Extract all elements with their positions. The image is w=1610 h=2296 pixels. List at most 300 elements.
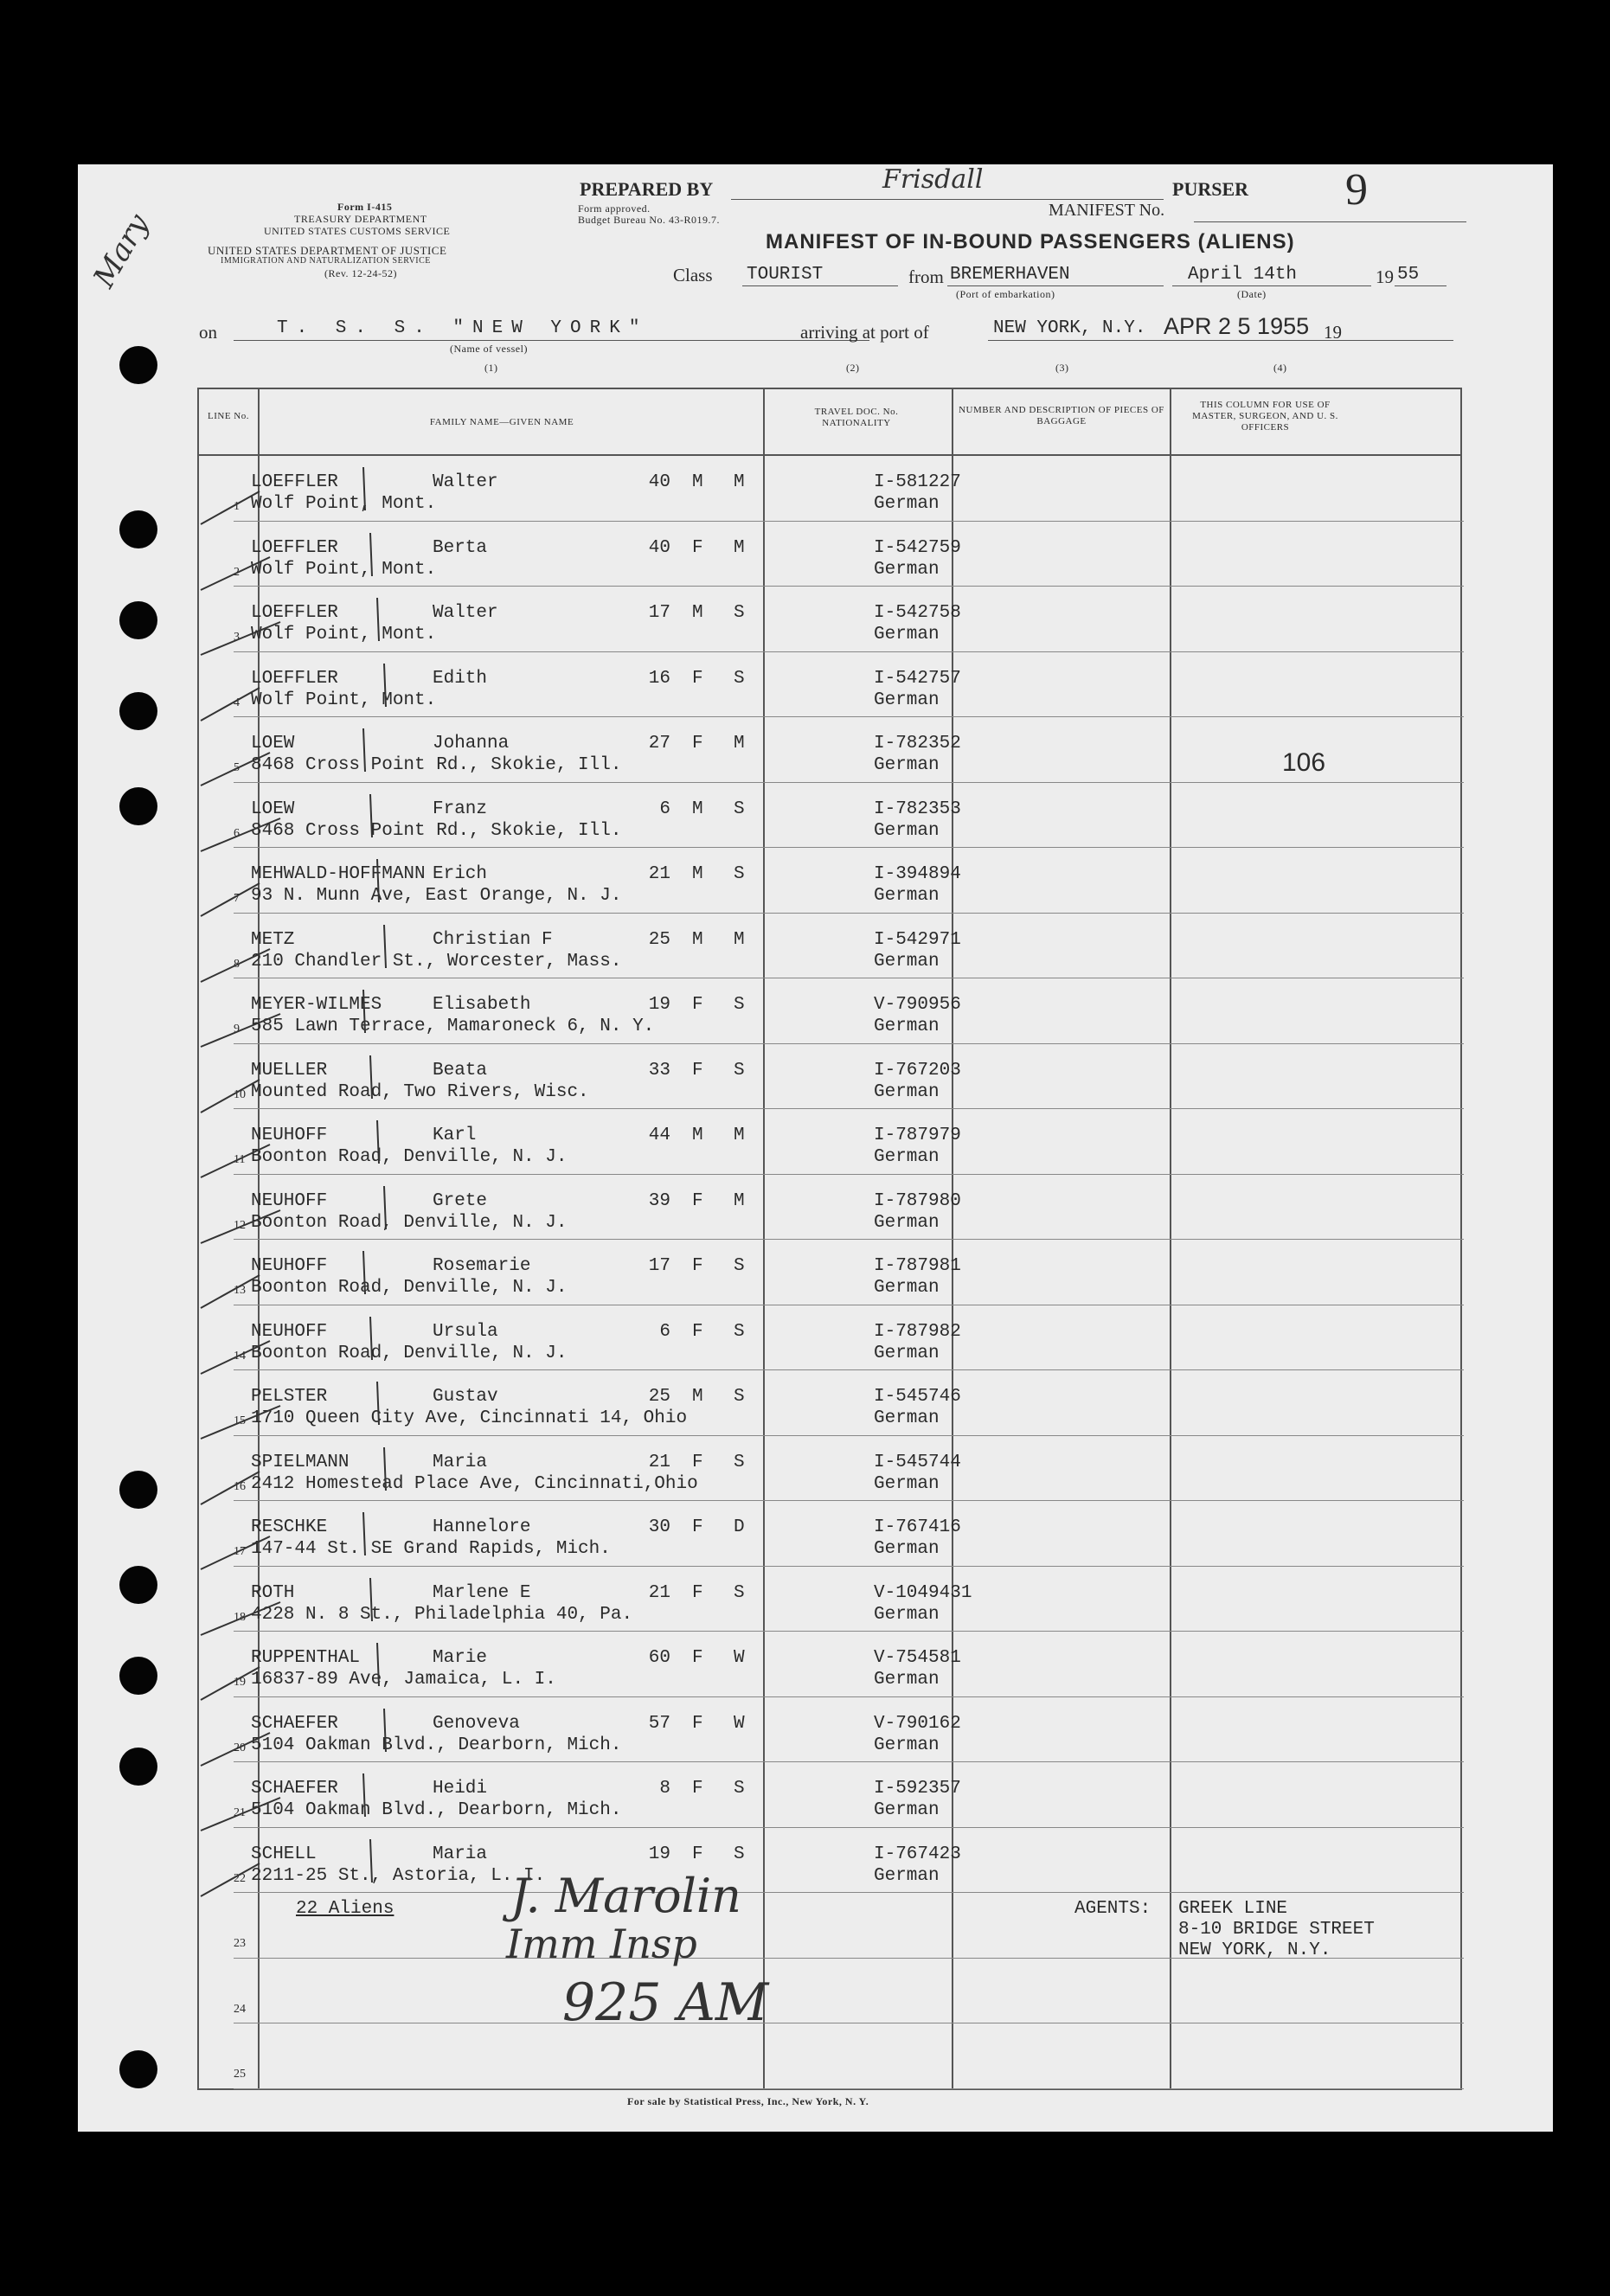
nationality: German xyxy=(874,1017,940,1036)
family-name: PELSTER xyxy=(251,1387,328,1407)
nationality: German xyxy=(874,1278,940,1298)
row-divider xyxy=(234,1500,1464,1501)
marital-status: S xyxy=(734,668,745,689)
address: 16837-89 Ave, Jamaica, L. I. xyxy=(251,1670,556,1690)
address: 1710 Queen City Ave, Cincinnati 14, Ohio xyxy=(251,1408,688,1428)
table-row xyxy=(199,1371,1464,1437)
col-header-travel: TRAVEL DOC. No. NATIONALITY xyxy=(814,407,899,428)
date-value: April 14th xyxy=(1188,265,1298,285)
age: 40 xyxy=(648,537,670,558)
row-divider xyxy=(234,1892,1464,1893)
table-row xyxy=(199,2024,1464,2090)
check-mark xyxy=(199,1176,493,1245)
manifest-number: 9 xyxy=(1345,165,1368,215)
address: Boonton Road, Denville, N. J. xyxy=(251,1343,568,1363)
punch-hole xyxy=(119,2050,157,2088)
header-divider xyxy=(199,454,1460,456)
line-number: 17 xyxy=(234,1545,246,1558)
year-suffix: 19 xyxy=(1324,322,1342,343)
row-divider xyxy=(234,586,1464,587)
family-name: MUELLER xyxy=(251,1060,328,1081)
sex: F xyxy=(692,1582,703,1603)
age: 17 xyxy=(648,603,670,623)
travel-doc-number: I-394894 xyxy=(874,864,961,884)
age: 19 xyxy=(648,1844,670,1864)
sex: F xyxy=(692,995,703,1015)
line-number: 2 xyxy=(234,565,240,579)
travel-doc-number: I-767203 xyxy=(874,1060,961,1081)
col-header-baggage: NUMBER AND DESCRIPTION OF PIECES OF BAGGAGE xyxy=(959,405,1164,426)
inspection-time: 925 AM xyxy=(562,1972,769,2033)
given-name: Elisabeth xyxy=(433,995,531,1015)
marital-status: M xyxy=(734,1126,745,1145)
travel-doc-number: I-542758 xyxy=(874,603,961,623)
given-name: Berta xyxy=(433,537,488,558)
check-mark xyxy=(199,1241,493,1310)
age: 60 xyxy=(648,1648,670,1668)
address: 8468 Cross Point Rd., Skokie, Ill. xyxy=(251,820,622,841)
manifest-table xyxy=(197,388,1462,2090)
travel-doc-number: I-787980 xyxy=(874,1190,961,1211)
travel-doc-number: I-542759 xyxy=(874,537,961,558)
agents-line-3: NEW YORK, N.Y. xyxy=(1178,1940,1331,1960)
year-line xyxy=(1395,285,1446,286)
family-name: LOEW xyxy=(251,734,295,754)
address: Boonton Road, Denville, N. J. xyxy=(251,1212,568,1233)
check-mark xyxy=(199,1632,493,1702)
given-name: Franz xyxy=(433,798,488,819)
travel-doc-number: I-782353 xyxy=(874,798,961,819)
agents-line-1: GREEK LINE xyxy=(1178,1899,1288,1919)
address: 147-44 St. SE Grand Rapids, Mich. xyxy=(251,1539,611,1559)
address: 585 Lawn Terrace, Mamaroneck 6, N. Y. xyxy=(251,1017,655,1036)
travel-doc-number: I-787981 xyxy=(874,1256,961,1276)
nationality: German xyxy=(874,1670,940,1690)
justice-dept: UNITED STATES DEPARTMENT OF JUSTICE xyxy=(208,244,447,257)
line-number: 5 xyxy=(234,761,240,774)
family-name: NEUHOFF xyxy=(251,1321,328,1342)
table-row xyxy=(199,979,1464,1045)
marital-status: W xyxy=(734,1648,745,1668)
from-line xyxy=(947,285,1164,286)
marital-status: S xyxy=(734,1387,745,1407)
nationality: German xyxy=(874,1604,940,1625)
age: 21 xyxy=(648,1582,670,1603)
age: 44 xyxy=(648,1126,670,1145)
address: 5104 Oakman Blvd., Dearborn, Mich. xyxy=(251,1800,622,1820)
check-mark xyxy=(199,457,493,526)
age: 39 xyxy=(648,1190,670,1211)
given-name: Maria xyxy=(433,1844,488,1864)
table-row xyxy=(199,1306,1464,1372)
nationality: German xyxy=(874,1212,940,1233)
nationality: German xyxy=(874,494,940,514)
travel-doc-number: V-1049431 xyxy=(874,1582,972,1603)
line-number: 19 xyxy=(234,1676,246,1689)
family-name: RUPPENTHAL xyxy=(251,1648,361,1668)
nationality: German xyxy=(874,820,940,841)
travel-doc-number: V-790162 xyxy=(874,1713,961,1734)
given-name: Ursula xyxy=(433,1321,498,1342)
family-name: SCHELL xyxy=(251,1844,317,1864)
nationality: German xyxy=(874,1473,940,1494)
form-approved: Form approved. xyxy=(578,202,651,215)
travel-doc-number: I-767423 xyxy=(874,1844,961,1864)
row-divider xyxy=(234,651,1464,652)
table-row xyxy=(199,849,1464,914)
form-number: Form I-415 xyxy=(337,201,393,213)
check-mark xyxy=(199,523,493,592)
ins-service: IMMIGRATION AND NATURALIZATION SERVICE xyxy=(221,256,431,266)
given-name: Maria xyxy=(433,1452,488,1472)
given-name: Hannelore xyxy=(433,1517,531,1537)
age: 33 xyxy=(648,1060,670,1081)
sex: F xyxy=(692,1713,703,1734)
family-name: NEUHOFF xyxy=(251,1190,328,1211)
sex: M xyxy=(692,603,703,623)
travel-doc-number: V-754581 xyxy=(874,1648,961,1668)
row-divider xyxy=(234,1369,1464,1370)
line-number: 20 xyxy=(234,1741,246,1754)
line-number: 3 xyxy=(234,631,240,644)
given-name: Johanna xyxy=(433,734,510,754)
travel-doc-number: I-787979 xyxy=(874,1126,961,1145)
address: 93 N. Munn Ave, East Orange, N. J. xyxy=(251,886,622,906)
table-row xyxy=(199,1698,1464,1764)
check-mark xyxy=(199,1306,493,1376)
punch-hole xyxy=(119,346,157,384)
row-divider xyxy=(234,847,1464,848)
age: 57 xyxy=(648,1713,670,1734)
table-row xyxy=(199,1110,1464,1176)
table-row xyxy=(199,1437,1464,1503)
check-mark xyxy=(199,1110,493,1179)
line-number: 21 xyxy=(234,1806,246,1819)
age: 17 xyxy=(648,1256,670,1276)
revision: (Rev. 12-24-52) xyxy=(324,267,398,279)
check-mark xyxy=(199,914,493,984)
punch-hole xyxy=(119,601,157,639)
given-name: Rosemarie xyxy=(433,1256,531,1276)
marital-status: W xyxy=(734,1713,745,1734)
vessel-caption: (Name of vessel) xyxy=(450,343,528,355)
table-row xyxy=(199,1829,1464,1895)
address: Boonton Road, Denville, N. J. xyxy=(251,1278,568,1298)
marital-status: M xyxy=(734,1190,745,1211)
address: Boonton Road, Denville, N. J. xyxy=(251,1147,568,1167)
nationality: German xyxy=(874,1735,940,1755)
punch-hole xyxy=(119,510,157,548)
given-name: Marie xyxy=(433,1648,488,1668)
row-divider xyxy=(234,716,1464,717)
table-row xyxy=(199,784,1464,850)
address: 4228 N. 8 St., Philadelphia 40, Pa. xyxy=(251,1604,633,1625)
budget-bureau: Budget Bureau No. 43-R019.7. xyxy=(578,214,720,226)
line-number: 13 xyxy=(234,1284,246,1297)
margin-note: Mary xyxy=(87,208,157,294)
marital-status: S xyxy=(734,864,745,884)
family-name: NEUHOFF xyxy=(251,1256,328,1276)
caption-3: (3) xyxy=(1055,362,1069,374)
family-name: LOEW xyxy=(251,798,295,819)
year-value: 55 xyxy=(1397,265,1420,285)
alien-total: 22 Aliens xyxy=(296,1899,394,1919)
address: Mounted Road, Two Rivers, Wisc. xyxy=(251,1081,589,1102)
sex: F xyxy=(692,668,703,689)
agents-label: AGENTS: xyxy=(1074,1899,1151,1919)
address: 2412 Homestead Place Ave, Cincinnati,Ohio xyxy=(251,1473,698,1494)
nationality: German xyxy=(874,1865,940,1886)
vessel-line xyxy=(234,340,869,341)
check-mark xyxy=(199,1829,493,1898)
given-name: Walter xyxy=(433,472,498,492)
family-name: MEYER-WILMES xyxy=(251,995,382,1015)
check-mark xyxy=(199,653,493,722)
purser-label: PURSER xyxy=(1172,178,1249,200)
travel-doc-number: I-581227 xyxy=(874,472,961,492)
marital-status: M xyxy=(734,734,745,754)
given-name: Grete xyxy=(433,1190,488,1211)
age: 25 xyxy=(648,1387,670,1407)
sex: F xyxy=(692,1517,703,1537)
from-value: BREMERHAVEN xyxy=(950,265,1070,285)
prepared-by-line xyxy=(731,199,1164,200)
date-line xyxy=(1172,285,1371,286)
given-name: Gustav xyxy=(433,1387,498,1407)
line-number: 23 xyxy=(234,1937,246,1950)
col-header-line: LINE No. xyxy=(208,411,249,421)
row-divider xyxy=(234,1761,1464,1762)
manifest-no-label: MANIFEST No. xyxy=(1049,201,1165,220)
sex: F xyxy=(692,1452,703,1472)
marital-status: S xyxy=(734,995,745,1015)
line-number: 16 xyxy=(234,1479,246,1493)
table-row xyxy=(199,523,1464,588)
address: 8468 Cross Point Rd., Skokie, Ill. xyxy=(251,755,622,775)
family-name: METZ xyxy=(251,929,295,950)
given-name: Edith xyxy=(433,668,488,689)
address: Wolf Point, Mont. xyxy=(251,625,437,645)
table-row xyxy=(199,914,1464,980)
marital-status: S xyxy=(734,1452,745,1472)
family-name: ROTH xyxy=(251,1582,295,1603)
nationality: German xyxy=(874,1539,940,1559)
punch-hole xyxy=(119,1657,157,1695)
punch-hole xyxy=(119,692,157,730)
nationality: German xyxy=(874,1081,940,1102)
table-row xyxy=(199,1241,1464,1306)
table-row xyxy=(199,1763,1464,1829)
marital-status: D xyxy=(734,1517,745,1537)
row-divider xyxy=(234,782,1464,783)
line-number: 9 xyxy=(234,1023,240,1036)
given-name: Karl xyxy=(433,1126,477,1145)
nationality: German xyxy=(874,755,940,775)
table-row xyxy=(199,1045,1464,1111)
travel-doc-number: I-545744 xyxy=(874,1452,961,1472)
check-mark xyxy=(199,1502,493,1571)
sex: F xyxy=(692,1190,703,1211)
row-divider xyxy=(234,2088,1464,2089)
check-mark xyxy=(199,1371,493,1440)
nationality: German xyxy=(874,625,940,645)
sex: M xyxy=(692,1126,703,1145)
agents-line-2: 8-10 BRIDGE STREET xyxy=(1178,1920,1375,1940)
arriving-label: arriving at port of xyxy=(800,322,929,343)
sex: M xyxy=(692,1387,703,1407)
table-row xyxy=(199,653,1464,719)
row-divider xyxy=(234,1696,1464,1697)
check-mark xyxy=(199,587,493,657)
inspector-signature: J. Marolin xyxy=(510,1869,741,1923)
class-value: TOURIST xyxy=(747,265,824,285)
travel-doc-number: I-592357 xyxy=(874,1779,961,1799)
given-name: Heidi xyxy=(433,1779,488,1799)
line-number: 14 xyxy=(234,1349,246,1363)
from-label: from xyxy=(908,266,944,287)
port-caption: (Port of embarkation) xyxy=(956,288,1055,300)
marital-status: S xyxy=(734,798,745,819)
travel-doc-number: V-790956 xyxy=(874,995,961,1015)
customs-service: UNITED STATES CUSTOMS SERVICE xyxy=(264,225,451,237)
check-mark xyxy=(199,1568,493,1637)
line-number: 12 xyxy=(234,1218,246,1232)
manifest-no-line xyxy=(1194,221,1466,222)
age: 21 xyxy=(648,864,670,884)
row-divider xyxy=(234,1827,1464,1828)
family-name: SCHAEFER xyxy=(251,1713,338,1734)
sex: F xyxy=(692,1321,703,1342)
nationality: German xyxy=(874,1408,940,1428)
marital-status: M xyxy=(734,472,745,492)
nationality: German xyxy=(874,1800,940,1820)
sex: M xyxy=(692,864,703,884)
check-mark xyxy=(199,1698,493,1767)
check-mark xyxy=(199,784,493,853)
line-number: 1 xyxy=(234,500,240,513)
table-row xyxy=(199,1568,1464,1633)
line-number: 7 xyxy=(234,892,240,905)
nationality: German xyxy=(874,1343,940,1363)
sex: F xyxy=(692,1648,703,1668)
caption-1: (1) xyxy=(484,362,498,374)
col-header-officers: THIS COLUMN FOR USE OF MASTER, SURGEON, AND U. S. OFFICERS xyxy=(1192,400,1338,433)
arrival-stamp-date: APR 2 5 1955 xyxy=(1164,313,1310,339)
given-name: Erich xyxy=(433,864,488,884)
year-prefix: 19 xyxy=(1376,266,1394,287)
family-name: SPIELMANN xyxy=(251,1452,350,1472)
marital-status: S xyxy=(734,1844,745,1864)
manifest-title: MANIFEST OF IN-BOUND PASSENGERS (ALIENS) xyxy=(766,230,1295,253)
date-caption: (Date) xyxy=(1237,288,1267,300)
check-mark xyxy=(199,1437,493,1506)
age: 16 xyxy=(648,668,670,689)
sex: F xyxy=(692,537,703,558)
marital-status: S xyxy=(734,1321,745,1342)
marital-status: S xyxy=(734,603,745,623)
marital-status: M xyxy=(734,537,745,558)
check-mark xyxy=(199,979,493,1049)
punch-hole xyxy=(119,1748,157,1786)
line-number: 8 xyxy=(234,957,240,971)
travel-doc-number: I-782352 xyxy=(874,734,961,754)
check-mark xyxy=(199,1045,493,1114)
travel-doc-number: I-542757 xyxy=(874,668,961,689)
inspector-title: Imm Insp xyxy=(506,1921,697,1967)
class-label: Class xyxy=(673,265,713,285)
sex: F xyxy=(692,1060,703,1081)
age: 30 xyxy=(648,1517,670,1537)
address: 2211-25 St., Astoria, L. I. xyxy=(251,1865,546,1886)
row-divider xyxy=(234,521,1464,522)
line-number: 15 xyxy=(234,1414,246,1427)
line-number: 10 xyxy=(234,1087,246,1101)
arriving-line xyxy=(988,340,1453,341)
vessel-value: T. S. S. "NEW YORK" xyxy=(277,318,649,338)
sex: M xyxy=(692,798,703,819)
age: 21 xyxy=(648,1452,670,1472)
travel-doc-number: I-542971 xyxy=(874,929,961,950)
sex: F xyxy=(692,1844,703,1864)
family-name: LOEFFLER xyxy=(251,668,338,689)
caption-2: (2) xyxy=(846,362,860,374)
nationality: German xyxy=(874,951,940,972)
caption-4: (4) xyxy=(1273,362,1287,374)
age: 6 xyxy=(659,798,670,819)
given-name: Marlene E xyxy=(433,1582,531,1603)
table-row xyxy=(199,1959,1464,2025)
class-line xyxy=(742,285,898,286)
nationality: German xyxy=(874,1147,940,1167)
line-number: 4 xyxy=(234,696,240,709)
table-row xyxy=(199,1502,1464,1568)
address: 210 Chandler St., Worcester, Mass. xyxy=(251,951,622,972)
given-name: Beata xyxy=(433,1060,488,1081)
address: Wolf Point, Mont. xyxy=(251,494,437,514)
manifest-page xyxy=(78,164,1553,2132)
check-mark xyxy=(199,1763,493,1832)
line-number: 6 xyxy=(234,826,240,840)
sex: F xyxy=(692,734,703,754)
nationality: German xyxy=(874,559,940,580)
table-row xyxy=(199,457,1464,523)
line-number: 25 xyxy=(234,2068,246,2081)
table-row xyxy=(199,1632,1464,1698)
travel-doc-number: I-767416 xyxy=(874,1517,961,1537)
family-name: LOEFFLER xyxy=(251,472,338,492)
marital-status: S xyxy=(734,1582,745,1603)
punch-hole xyxy=(119,787,157,825)
sex: F xyxy=(692,1256,703,1276)
given-name: Christian F xyxy=(433,929,553,950)
age: 25 xyxy=(648,929,670,950)
family-name: RESCHKE xyxy=(251,1517,328,1537)
row-divider xyxy=(234,1174,1464,1175)
punch-hole xyxy=(119,1471,157,1509)
nationality: German xyxy=(874,689,940,710)
line-number: 18 xyxy=(234,1610,246,1624)
age: 27 xyxy=(648,734,670,754)
family-name: SCHAEFER xyxy=(251,1779,338,1799)
address: Wolf Point, Mont. xyxy=(251,689,437,710)
address: 5104 Oakman Blvd., Dearborn, Mich. xyxy=(251,1735,622,1755)
arriving-value: NEW YORK, N.Y. xyxy=(993,318,1146,338)
table-row xyxy=(199,587,1464,653)
row-divider xyxy=(234,913,1464,914)
sex: M xyxy=(692,472,703,492)
row-divider xyxy=(234,1631,1464,1632)
family-name: LOEFFLER xyxy=(251,537,338,558)
